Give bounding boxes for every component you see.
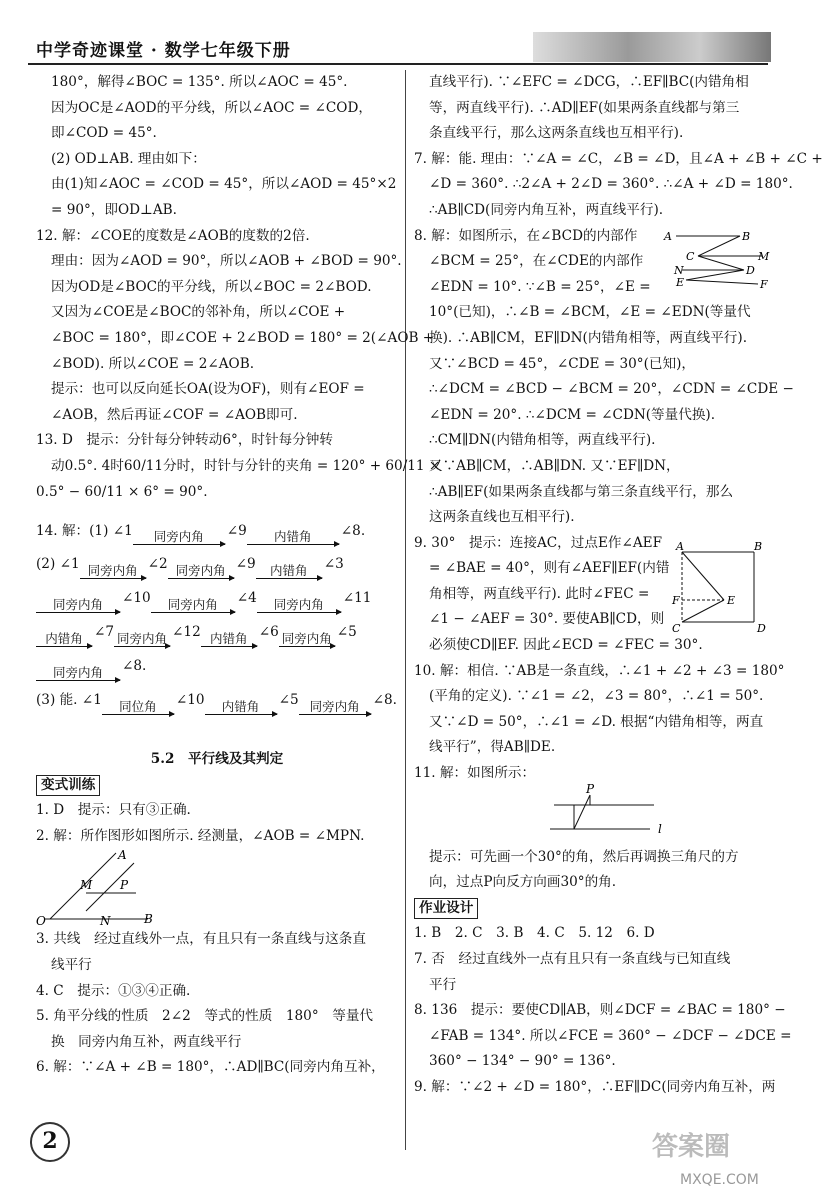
text-line: ∠FAB = 134°. 所以∠FCE = 360° − ∠DCF − ∠DCE = <box>429 1027 792 1044</box>
text-line: 换). ∴AB∥CM，EF∥DN(内错角相等，两直线平行). <box>429 329 748 346</box>
angle-label: ∠4 <box>236 590 257 607</box>
text-line: 必须使CD∥EF. 因此∠ECD = ∠FEC = 30°. <box>429 637 703 654</box>
figure-q9-svg <box>672 540 772 634</box>
arrow-shaft <box>114 646 170 647</box>
text-line: 10. 解：相信. ∵AB是一条直线，∴∠1 + ∠2 + ∠3 = 180° <box>414 662 785 679</box>
text-line: 向，过点P向反方向画30°的角. <box>429 874 617 891</box>
arrow-shaft <box>299 714 371 715</box>
figure-q9 <box>672 540 772 638</box>
relation-arrow <box>201 632 257 653</box>
header-rule <box>28 63 768 65</box>
header-title: 中学奇迹课堂 · 数学七年级下册 <box>36 41 291 61</box>
relation-arrow <box>279 632 335 653</box>
fig9-label-B: B <box>754 540 763 553</box>
arrow-shaft <box>168 578 234 579</box>
relation-arrow <box>114 632 170 653</box>
relation-arrow-label: 内错角 <box>269 563 308 579</box>
text-line: (2) OD⊥AB. 理由如下： <box>51 150 206 167</box>
text-line: 因为OD是∠BOC的平分线，所以∠BOC = 2∠BOD. <box>51 278 372 295</box>
relation-arrow-label: 同旁内角 <box>167 597 218 613</box>
relation-arrow-label: 内错角 <box>45 631 83 647</box>
text-line: ∠BOD). 所以∠COE = 2∠AOB. <box>51 355 255 372</box>
text-line: 10°(已知)，∴∠B = ∠BCM，∠E = ∠EDN(等量代 <box>429 304 751 321</box>
right-text-block-1 <box>414 70 823 787</box>
text-line: (平角的定义). ∵∠1 = ∠2，∠3 = 80°，∴∠1 = 50°. <box>429 688 764 705</box>
fig8-label-N: N <box>674 264 684 277</box>
text-line: 条直线平行，那么这两条直线也互相平行). <box>429 125 684 142</box>
text-line: ∠BCM = 25°，在∠CDE的内部作 <box>429 253 644 270</box>
watermark-logo: 答案圈 <box>652 1132 731 1162</box>
text-line: 9. 解：∵∠2 + ∠D = 180°，∴EF∥DC(同旁内角互补，两 <box>414 1078 776 1095</box>
arrow-shaft <box>205 714 277 715</box>
relation-arrow <box>133 530 225 551</box>
relation-arrow-label: 同旁内角 <box>175 563 226 579</box>
text-line: 由(1)知∠AOC = ∠COD = 45°，所以∠AOD = 45°×2 <box>51 176 397 193</box>
fig9-label-D: D <box>757 622 766 635</box>
text-line: 平行 <box>429 976 457 993</box>
text-line: 6. 解：∵∠A + ∠B = 180°，∴AD∥BC(同旁内角互补， <box>36 1059 385 1076</box>
relation-arrow-label: 内错角 <box>209 631 248 647</box>
relation-arrow-label: 同旁内角 <box>117 631 168 647</box>
text-line: 线平行”，得AB∥DE. <box>429 739 556 756</box>
fig2-label-A: A <box>118 848 127 863</box>
text-line: 又∵AB∥CM，∴AB∥DN. 又∵EF∥DN， <box>429 457 680 474</box>
angle-label: ∠9 <box>226 523 247 540</box>
figure-q2-svg <box>36 849 156 927</box>
text-line: ∠BOC = 180°，即∠COE + 2∠BOD = 180° = 2(∠AOB + <box>51 329 435 346</box>
text-line: 5. 角平分线的性质 2∠2 等式的性质 180° 等量代 <box>36 1008 374 1025</box>
angle-label: ∠7 <box>94 624 115 641</box>
arrow-shaft <box>133 544 225 545</box>
text-line: 提示：也可以反向延长OA(设为OF)，则有∠EOF = <box>51 381 365 398</box>
text-line: 换 同旁内角互补，两直线平行 <box>51 1033 242 1050</box>
right-text-block-2 <box>414 845 768 896</box>
text-line: ∠D = 360°. ∴2∠A + 2∠D = 360°. ∴∠A + ∠D = 180°. <box>429 176 793 193</box>
angle-label: ∠11 <box>342 590 372 607</box>
relation-arrow <box>256 564 322 585</box>
angle-label: ∠10 <box>175 692 205 709</box>
text-line: 又∵∠D = 50°，∴∠1 = ∠D. 根据“内错角相等，两直 <box>429 713 764 730</box>
text-line: = 90°，即OD⊥AB. <box>51 201 177 218</box>
angle-label: ∠9 <box>235 556 256 573</box>
text-line: 7. 解：能. 理由：∵∠A = ∠C，∠B = ∠D，且∠A + ∠B + ∠C + <box>414 150 823 167</box>
angle-label: ∠10 <box>122 590 151 607</box>
relation-arrow-label: 同旁内角 <box>87 563 138 579</box>
text-line: 角相等，两直线平行). 此时∠FEC = <box>429 585 650 602</box>
arrow-shaft <box>201 646 257 647</box>
relation-arrow <box>168 564 234 585</box>
arrow-shaft <box>247 544 339 545</box>
text-line: 8. 解：如图所示，在∠BCD的内部作 <box>414 227 638 244</box>
relation-arrow-label: 同旁内角 <box>273 597 324 613</box>
q14-block <box>36 511 398 741</box>
fig8-label-F: F <box>760 278 768 291</box>
text-line: 理由：因为∠AOD = 90°，所以∠AOB + ∠BOD = 90°. <box>51 253 402 270</box>
fig8-label-M: M <box>758 250 770 263</box>
fig8-label-D: D <box>746 264 755 277</box>
left-text-block-1 <box>36 70 441 505</box>
relation-arrow <box>299 700 371 721</box>
relation-arrow-label: 内错角 <box>221 699 260 715</box>
relation-arrow <box>36 598 120 619</box>
text-line: 线平行 <box>51 957 92 974</box>
text-line: 4. C 提示：①③④正确. <box>36 982 191 999</box>
relation-arrow <box>205 700 277 721</box>
column-divider <box>405 70 406 1150</box>
box-homework-design <box>414 896 768 922</box>
figure-q11-svg <box>414 781 768 845</box>
text-line: 又∵∠BCD = 45°，∠CDE = 30°(已知)， <box>429 355 695 372</box>
fig9-label-F: F <box>672 594 680 607</box>
text-line: 3. 共线 经过直线外一点，有且只有一条直线与这条直 <box>36 931 366 948</box>
fig2-label-O: O <box>36 914 46 929</box>
text-line: ∴∠DCM = ∠BCD − ∠BCM = 20°，∠CDN = ∠CDE − <box>429 381 794 398</box>
relation-arrow-label: 同位角 <box>119 699 157 715</box>
text-line: 7. 否 经过直线外一点有且只有一条直线与已知直线 <box>414 951 731 967</box>
relation-arrow <box>36 632 92 653</box>
figure-q8-svg <box>662 228 770 292</box>
section-title: 5.2 平行线及其判定 <box>150 751 284 768</box>
fig8-label-E: E <box>676 276 685 289</box>
angle-label: (3) 能. ∠1 <box>36 692 102 709</box>
text-line: 因为OC是∠AOD的平分线，所以∠AOC = ∠COD， <box>51 99 372 116</box>
relation-arrow <box>247 530 339 551</box>
relation-arrow-label: 内错角 <box>274 529 312 545</box>
arrow-shaft <box>257 612 341 613</box>
angle-label: ∠8. <box>340 523 366 540</box>
fig11-label-l: l <box>658 821 662 836</box>
relation-arrow-label: 同旁内角 <box>281 631 332 647</box>
arrow-shaft <box>36 612 120 613</box>
q14-line-1 <box>36 511 398 543</box>
angle-label: ∠6 <box>258 624 279 641</box>
text-line: 12. 解：∠COE的度数是∠AOB的度数的2倍. <box>36 227 310 244</box>
left-column <box>36 70 441 1081</box>
relation-arrow-label: 同旁内角 <box>52 665 103 681</box>
text-line: 0.5° − 60/11 × 6° = 90°. <box>36 483 208 500</box>
left-text-block-3 <box>36 927 398 1081</box>
fig9-label-C: C <box>672 622 681 635</box>
header-banner-image <box>533 32 771 62</box>
page-number: 2 <box>30 1122 70 1162</box>
angle-label: ∠12 <box>172 624 201 641</box>
arrow-shaft <box>80 578 146 579</box>
left-text-block-2 <box>36 798 398 849</box>
text-line: 11. 解：如图所示： <box>414 765 536 782</box>
angle-label: ∠5 <box>336 624 357 641</box>
text-line: 1. B 2. C 3. B 4. C 5. 12 6. D <box>414 925 655 942</box>
text-line: 动0.5°. 4时60/11分时，时针与分针的夹角 = 120° + 60/11 × <box>51 457 441 474</box>
text-line: 13. D 提示：分针每分钟转动6°，时针每分钟转 <box>36 432 333 449</box>
text-line: ∠EDN = 10°. ∵∠B = 25°，∠E = <box>429 278 651 295</box>
text-line: 1. D 提示：只有③正确. <box>36 802 191 819</box>
fig2-label-N: N <box>100 914 111 929</box>
text-line: 8. 136 提示：要使CD∥AB，则∠DCF = ∠BAC = 180° − <box>414 1002 786 1019</box>
figure-q2 <box>36 849 398 927</box>
text-line: = ∠BAE = 40°，则有∠AEF∥EF(内错 <box>429 560 670 577</box>
text-line: 等，两直线平行). ∴AD∥EF(如果两条直线都与第三 <box>429 99 740 116</box>
box2-label: 作业设计 <box>414 898 478 919</box>
text-line: ∴AB∥EF(如果两条直线都与第三条直线平行，那么 <box>429 483 734 500</box>
fig8-label-A: A <box>664 230 672 243</box>
page-header <box>28 30 768 66</box>
arrow-shaft <box>279 646 335 647</box>
relation-arrow <box>257 598 341 619</box>
text-line: 9. 30° 提示：连接AC，过点E作∠AEF <box>414 534 663 551</box>
angle-label: ∠5 <box>278 692 299 709</box>
arrow-shaft <box>102 714 174 715</box>
angle-label: 14. 解：(1) ∠1 <box>36 523 133 540</box>
text-line: ∠1 − ∠AEF = 30°. 要使AB∥CD，则 <box>429 611 665 628</box>
fig2-label-B: B <box>144 912 153 927</box>
relation-arrow-label: 同旁内角 <box>309 699 360 715</box>
text-line: 360° − 134° − 90° = 136°. <box>429 1053 616 1070</box>
fig2-label-P: P <box>120 878 129 893</box>
relation-arrow <box>102 700 174 721</box>
angle-label: ∠2 <box>147 556 168 573</box>
fig9-label-E: E <box>727 594 736 607</box>
fig8-label-B: B <box>742 230 751 243</box>
relation-arrow <box>151 598 235 619</box>
text-line: 即∠COD = 45°. <box>51 125 157 142</box>
text-line: 2. 解：所作图形如图所示. 经测量，∠AOB = ∠MPN. <box>36 827 365 844</box>
arrow-shaft <box>151 612 235 613</box>
figure-q8 <box>662 228 770 296</box>
relation-arrow-label: 同旁内角 <box>52 597 103 613</box>
angle-label: (2) ∠1 <box>36 556 80 573</box>
text-line: ∴CM∥DN(内错角相等，两直线平行). <box>429 432 656 449</box>
arrow-shaft <box>256 578 322 579</box>
relation-arrow-label: 同旁内角 <box>153 529 204 545</box>
box-variant-training <box>36 773 398 799</box>
angle-label: ∠8. <box>122 658 147 675</box>
text-line: ∴AB∥CD(同旁内角互补，两直线平行). <box>429 201 664 218</box>
box1-label: 变式训练 <box>36 775 100 796</box>
text-line: 又因为∠COE是∠BOC的邻补角，所以∠COE + <box>51 304 346 321</box>
text-line: ∠AOB，然后再证∠COF = ∠AOB即可. <box>51 406 298 423</box>
angle-label: ∠3 <box>323 556 344 573</box>
fig8-label-C: C <box>686 250 695 263</box>
fig9-label-A: A <box>676 540 684 553</box>
right-text-block-3 <box>414 921 792 1100</box>
relation-arrow <box>80 564 146 585</box>
text-line: ∠EDN = 20°. ∴∠DCM = ∠CDN(等量代换). <box>429 406 716 423</box>
relation-arrow <box>36 666 120 687</box>
figure-q11 <box>414 781 768 845</box>
fig11-label-P: P <box>586 781 595 796</box>
text-line: 180°，解得∠BOC = 135°. 所以∠AOC = 45°. <box>51 74 348 90</box>
text-line: 直线平行). ∵∠EFC = ∠DCG，∴EF∥BC(内错角相 <box>429 74 749 90</box>
watermark-url: MXQE.COM <box>680 1172 759 1188</box>
text-line: 提示：可先画一个30°的角，然后再调换三角尺的方 <box>429 848 739 865</box>
arrow-shaft <box>36 646 92 647</box>
fig2-label-M: M <box>80 878 93 893</box>
text-line: 这两条直线也互相平行). <box>429 509 575 526</box>
angle-label: ∠8. <box>372 692 397 709</box>
arrow-shaft <box>36 680 120 681</box>
